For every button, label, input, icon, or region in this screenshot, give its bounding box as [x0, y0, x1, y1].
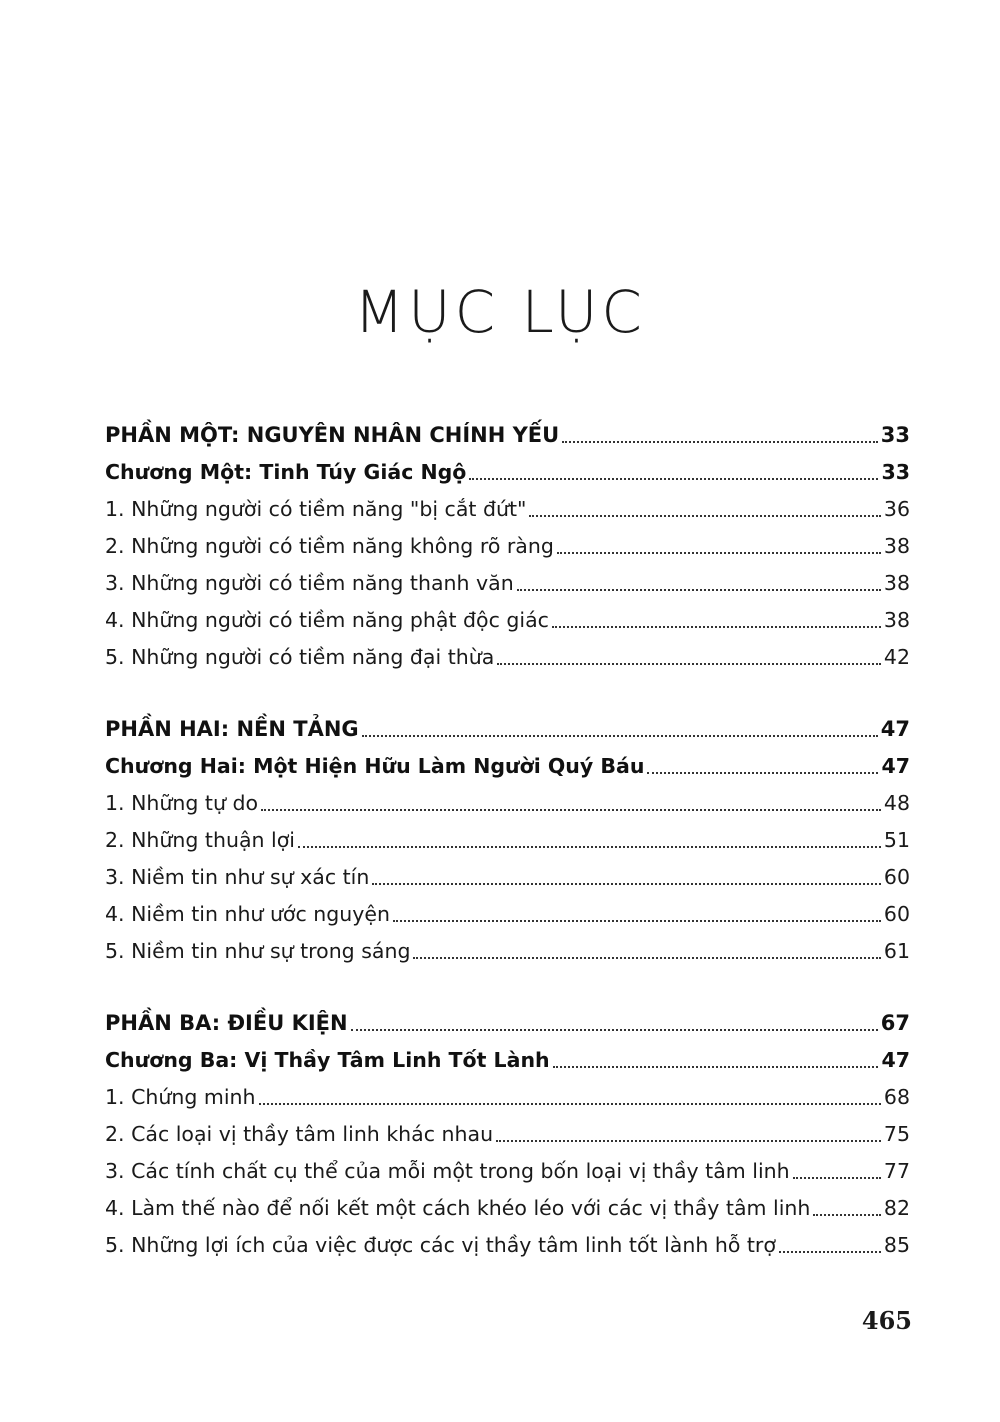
- toc-page-number: 36: [883, 497, 910, 521]
- toc-item-label: 5. Niềm tin như sự trong sáng: [105, 939, 411, 963]
- dot-leader: [497, 662, 881, 665]
- toc-page-number: 75: [883, 1122, 910, 1146]
- toc-page-number: 47: [881, 1048, 910, 1072]
- toc-chapter-label: Chương Một: Tinh Túy Giác Ngộ: [105, 460, 467, 484]
- toc-item-label: 1. Những tự do: [105, 791, 259, 815]
- toc-page-number: 67: [880, 1011, 910, 1035]
- toc-item-entry[interactable]: [105, 1116, 910, 1153]
- toc-item-label: 2. Những thuận lợi: [105, 828, 295, 852]
- toc-section-3: [105, 1005, 910, 1264]
- toc-item-entry[interactable]: [105, 528, 910, 565]
- toc-item-entry[interactable]: [105, 785, 910, 822]
- dot-leader: [813, 1213, 881, 1216]
- toc-page-number: 61: [883, 939, 910, 963]
- toc-chapter-entry[interactable]: [105, 748, 910, 785]
- toc-part-entry[interactable]: [105, 711, 910, 748]
- toc-item-label: 3. Những người có tiềm năng thanh văn: [105, 571, 514, 595]
- toc-page-number: 60: [883, 902, 910, 926]
- toc-page-number: 60: [883, 865, 910, 889]
- toc-part-label: PHẦN MỘT: NGUYÊN NHÂN CHÍNH YẾU: [105, 423, 560, 447]
- toc-chapter-label: Chương Ba: Vị Thầy Tâm Linh Tốt Lành: [105, 1048, 550, 1072]
- toc-page-number: 38: [883, 571, 910, 595]
- toc-item-label: 2. Những người có tiềm năng không rõ ràng: [105, 534, 554, 558]
- toc-page-number: 48: [883, 791, 910, 815]
- toc-item-label: 4. Những người có tiềm năng phật độc giác: [105, 608, 549, 632]
- toc-item-label: 4. Làm thế nào để nối kết một cách khéo léo với các vị thầy tâm linh: [105, 1196, 811, 1220]
- toc-item-label: 2. Các loại vị thầy tâm linh khác nhau: [105, 1122, 494, 1146]
- toc-item-entry[interactable]: [105, 565, 910, 602]
- dot-leader: [779, 1250, 881, 1253]
- toc-item-entry[interactable]: [105, 1079, 910, 1116]
- toc-item-entry[interactable]: [105, 822, 910, 859]
- toc-page-number: 68: [883, 1085, 910, 1109]
- toc-item-entry[interactable]: [105, 491, 910, 528]
- toc-page-number: 33: [880, 423, 910, 447]
- toc-item-label: 3. Các tính chất cụ thể của mỗi một trong bốn loại vị thầy tâm linh: [105, 1159, 790, 1183]
- toc-item-label: 4. Niềm tin như ước nguyện: [105, 902, 390, 926]
- toc-item-entry[interactable]: [105, 933, 910, 970]
- toc-chapter-entry[interactable]: [105, 1042, 910, 1079]
- toc-chapter-label: Chương Hai: Một Hiện Hữu Làm Người Quý Báu: [105, 754, 645, 778]
- page-title: MỤC LỤC: [354, 278, 646, 346]
- toc-section-2: [105, 711, 910, 970]
- toc-page-number: 38: [883, 608, 910, 632]
- dot-leader: [552, 625, 881, 628]
- toc-part-label: PHẦN BA: ĐIỀU KIỆN: [105, 1011, 348, 1035]
- toc-item-label: 1. Những người có tiềm năng "bị cắt đứt": [105, 497, 527, 521]
- toc-item-entry[interactable]: [105, 602, 910, 639]
- dot-leader: [351, 1028, 878, 1031]
- toc-item-label: 3. Niềm tin như sự xác tín: [105, 865, 370, 889]
- dot-leader: [793, 1176, 881, 1179]
- dot-leader: [517, 588, 881, 591]
- dot-leader: [259, 1102, 881, 1105]
- dot-leader: [562, 440, 878, 443]
- toc-item-entry[interactable]: [105, 1190, 910, 1227]
- toc-item-label: 5. Những người có tiềm năng đại thừa: [105, 645, 495, 669]
- toc-section-1: [105, 417, 910, 676]
- dot-leader: [393, 919, 881, 922]
- toc-item-entry[interactable]: [105, 859, 910, 896]
- toc-item-entry[interactable]: [105, 1153, 910, 1190]
- dot-leader: [413, 956, 880, 959]
- dot-leader: [362, 734, 878, 737]
- dot-leader: [469, 477, 878, 480]
- toc-page-number: 51: [883, 828, 910, 852]
- toc-item-entry[interactable]: [105, 896, 910, 933]
- toc-page-number: 47: [881, 754, 910, 778]
- dot-leader: [261, 808, 881, 811]
- toc-item-label: 5. Những lợi ích của việc được các vị thầy tâm linh tốt lành hỗ trợ: [105, 1233, 776, 1257]
- toc-item-entry[interactable]: [105, 639, 910, 676]
- toc-part-entry[interactable]: [105, 417, 910, 454]
- page-number: 465: [861, 1306, 912, 1335]
- toc-page-number: 33: [881, 460, 910, 484]
- table-of-contents: [105, 417, 910, 1264]
- dot-leader: [647, 771, 878, 774]
- toc-page-number: 85: [883, 1233, 910, 1257]
- toc-page-number: 47: [880, 717, 910, 741]
- dot-leader: [372, 882, 881, 885]
- dot-leader: [496, 1139, 881, 1142]
- toc-item-label: 1. Chứng minh: [105, 1085, 256, 1109]
- toc-chapter-entry[interactable]: [105, 454, 910, 491]
- toc-page-number: 42: [883, 645, 910, 669]
- toc-page-number: 38: [883, 534, 910, 558]
- dot-leader: [553, 1065, 879, 1068]
- toc-page-number: 82: [883, 1196, 910, 1220]
- toc-page-number: 77: [883, 1159, 910, 1183]
- toc-part-label: PHẦN HAI: NỀN TẢNG: [105, 717, 359, 741]
- dot-leader: [557, 551, 881, 554]
- toc-part-entry[interactable]: [105, 1005, 910, 1042]
- toc-item-entry[interactable]: [105, 1227, 910, 1264]
- dot-leader: [298, 845, 881, 848]
- dot-leader: [529, 514, 880, 517]
